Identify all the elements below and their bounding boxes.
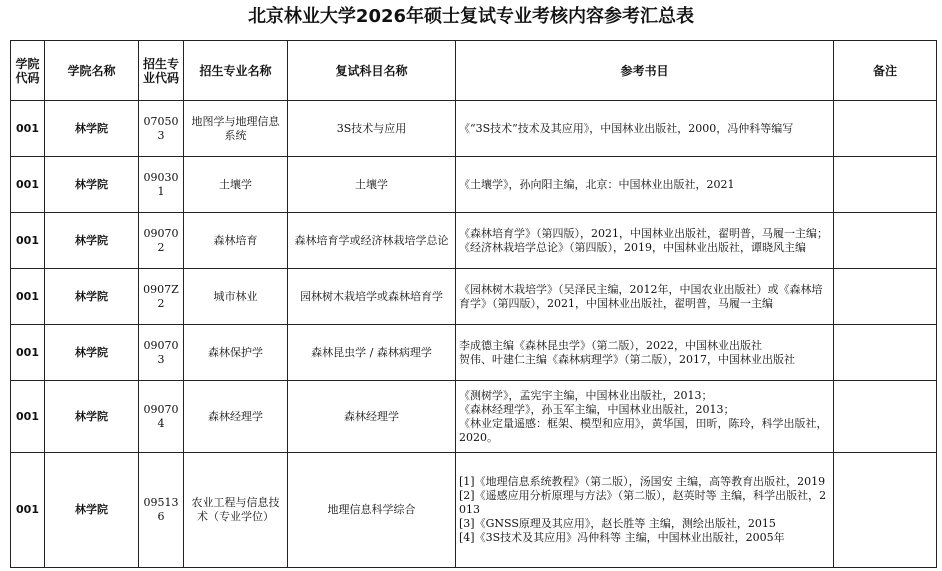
remarks-cell — [834, 453, 937, 568]
major-code-cell: 090301 — [139, 157, 184, 213]
major-code-cell: 0907Z2 — [139, 269, 184, 325]
college-code-cell: 001 — [11, 213, 45, 269]
major-code-cell: 090704 — [139, 381, 184, 453]
exam-subject-cell: 森林培育学或经济林栽培学总论 — [288, 213, 456, 269]
reference-books-cell — [456, 381, 834, 453]
major-code-cell: 090702 — [139, 213, 184, 269]
remarks-cell — [834, 325, 937, 381]
header-major-name: 招生专业名称 — [184, 41, 288, 101]
reference-book-line: 《“3S技术”技术及其应用》，中国林业出版社，2000，冯仲科等编写 — [459, 121, 794, 135]
college-code-cell: 001 — [11, 101, 45, 157]
reference-book-line: [1]《地理信息系统教程》（第二版），汤国安 主编，高等教育出版社，2019 — [459, 475, 826, 488]
major-name-cell: 城市林业 — [184, 269, 288, 325]
remarks-cell — [834, 381, 937, 453]
college-name-cell: 林学院 — [45, 269, 139, 325]
exam-subject-cell: 土壤学 — [288, 157, 456, 213]
table-row — [11, 213, 937, 269]
college-name-cell: 林学院 — [45, 213, 139, 269]
table-row — [11, 325, 937, 381]
exam-content-table — [10, 40, 937, 568]
major-name-cell: 农业工程与信息技术（专业学位） — [184, 453, 288, 568]
page-title: 北京林业大学2026年硕士复试专业考核内容参考汇总表 — [247, 6, 695, 27]
header-reference-books: 参考书目 — [456, 41, 834, 101]
reference-books-cell — [456, 269, 834, 325]
college-name-cell: 林学院 — [45, 101, 139, 157]
exam-subject-cell: 园林树木栽培学或森林培育学 — [288, 269, 456, 325]
college-code-cell: 001 — [11, 269, 45, 325]
major-name-cell: 森林培育 — [184, 213, 288, 269]
major-name-cell: 地图学与地理信息系统 — [184, 101, 288, 157]
table-row — [11, 157, 937, 213]
header-major-code: 招生专业代码 — [139, 41, 184, 101]
reference-book-line: 《森林培育学》（第四版），2021，中国林业出版社，翟明普，马履一主编；《经济林栽培学总论》（第四版），2019，中国林业出版社，谭晓风主编 — [459, 226, 828, 254]
reference-book-line: 《园林树木栽培学》（吴泽民主编，2012年，中国农业出版社）或《森林培育学》（第四版），2021，中国林业出版社，翟明普，马履一主编 — [459, 282, 823, 310]
college-name-cell: 林学院 — [45, 325, 139, 381]
header-exam-subject: 复试科目名称 — [288, 41, 456, 101]
reference-book-line: 《森林经理学》，孙玉军主编，中国林业出版社，2013； — [459, 402, 735, 416]
reference-book-line: [3]《GNSS原理及其应用》，赵长胜等 主编，测绘出版社，2015 — [459, 517, 776, 530]
college-name-cell: 林学院 — [45, 381, 139, 453]
header-remarks: 备注 — [834, 41, 937, 101]
college-code-cell: 001 — [11, 325, 45, 381]
reference-book-line: [2]《遥感应用分析原理与方法》（第二版），赵英时等 主编，科学出版社，2013 — [459, 489, 827, 516]
reference-book-line: 《测树学》，孟宪宇主编，中国林业出版社，2013； — [459, 388, 713, 402]
college-name-cell: 林学院 — [45, 453, 139, 568]
exam-subject-cell: 森林昆虫学 / 森林病理学 — [288, 325, 456, 381]
reference-book-line: 李成德主编《森林昆虫学》（第二版），2022，中国林业出版社 — [459, 338, 762, 352]
major-name-cell: 土壤学 — [184, 157, 288, 213]
header-college-name: 学院名称 — [45, 41, 139, 101]
reference-book-line: 《林业定量遥感：框架、模型和应用》，黄华国，田昕，陈玲，科学出版社，2020。 — [459, 416, 828, 444]
reference-books-cell — [456, 325, 834, 381]
major-code-cell: 070503 — [139, 101, 184, 157]
major-name-cell: 森林经理学 — [184, 381, 288, 453]
major-code-cell: 090703 — [139, 325, 184, 381]
reference-books-cell — [456, 213, 834, 269]
reference-book-line: [4]《3S技术及其应用》冯仲科等 主编，中国林业出版社，2005年 — [459, 531, 785, 544]
college-code-cell: 001 — [11, 453, 45, 568]
major-code-cell: 095136 — [139, 453, 184, 568]
reference-books-cell — [456, 157, 834, 213]
table-row — [11, 269, 937, 325]
reference-books-cell — [456, 453, 834, 568]
table-row — [11, 101, 937, 157]
remarks-cell — [834, 269, 937, 325]
college-name-cell: 林学院 — [45, 157, 139, 213]
reference-book-line: 贺伟、叶建仁主编《森林病理学》（第二版），2017，中国林业出版社 — [459, 352, 795, 366]
remarks-cell — [834, 157, 937, 213]
table-header-row — [11, 41, 937, 101]
table-row — [11, 453, 937, 568]
exam-subject-cell: 森林经理学 — [288, 381, 456, 453]
exam-subject-cell: 3S技术与应用 — [288, 101, 456, 157]
college-code-cell: 001 — [11, 381, 45, 453]
table-row — [11, 381, 937, 453]
header-college-code: 学院代码 — [11, 41, 45, 101]
remarks-cell — [834, 101, 937, 157]
exam-subject-cell: 地理信息科学综合 — [288, 453, 456, 568]
major-name-cell: 森林保护学 — [184, 325, 288, 381]
reference-book-line: 《土壤学》，孙向阳主编，北京：中国林业出版社，2021 — [459, 177, 735, 191]
college-code-cell: 001 — [11, 157, 45, 213]
reference-books-cell — [456, 101, 834, 157]
remarks-cell — [834, 213, 937, 269]
